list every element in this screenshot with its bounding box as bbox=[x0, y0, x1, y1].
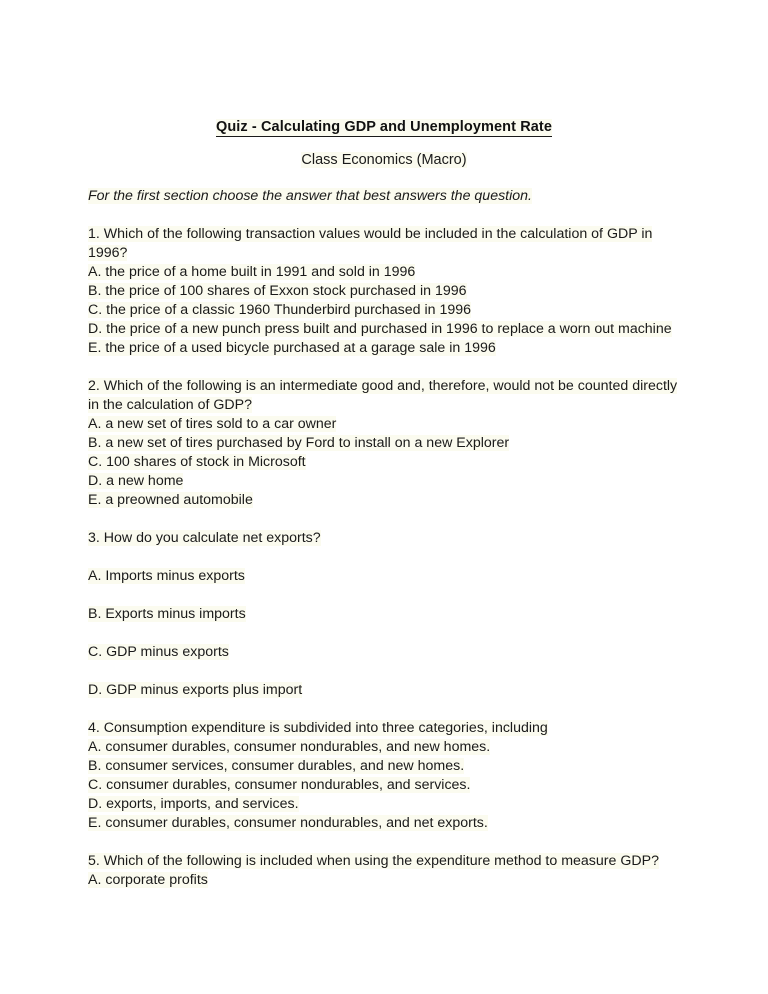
answer-option[interactable] bbox=[88, 567, 680, 586]
answer-option[interactable] bbox=[88, 472, 680, 491]
answer-option[interactable] bbox=[88, 453, 680, 472]
document-body bbox=[88, 118, 680, 890]
answer-option-text: B. the price of 100 shares of Exxon stock purchased in 1996 bbox=[88, 283, 467, 299]
question-prompt bbox=[88, 377, 680, 415]
questions-list bbox=[88, 225, 680, 890]
answer-option[interactable] bbox=[88, 282, 680, 301]
answer-option[interactable] bbox=[88, 605, 680, 624]
answer-option-text: E. the price of a used bicycle purchased at a garage sale in 1996 bbox=[88, 340, 496, 356]
question-prompt bbox=[88, 719, 680, 738]
answer-option-text: B. a new set of tires purchased by Ford to install on a new Explorer bbox=[88, 435, 510, 451]
answer-option-text: C. GDP minus exports bbox=[88, 644, 229, 660]
page-title bbox=[88, 118, 680, 137]
answer-option[interactable] bbox=[88, 681, 680, 700]
answer-option-text: D. GDP minus exports plus import bbox=[88, 682, 303, 698]
answer-option[interactable] bbox=[88, 871, 680, 890]
answer-option-text: C. consumer durables, consumer nondurables, and services. bbox=[88, 777, 471, 793]
answer-option-text: D. exports, imports, and services. bbox=[88, 796, 299, 812]
question-prompt-text: 5. Which of the following is included when using the expenditure method to measure GDP? bbox=[88, 853, 659, 869]
question-prompt-text: 4. Consumption expenditure is subdivided into three categories, including bbox=[88, 720, 548, 736]
section-instruction bbox=[88, 187, 680, 206]
answer-option-text: C. the price of a classic 1960 Thunderbird purchased in 1996 bbox=[88, 302, 472, 318]
answer-option-text: C. 100 shares of stock in Microsoft bbox=[88, 454, 306, 470]
answer-option-text: A. the price of a home built in 1991 and sold in 1996 bbox=[88, 264, 416, 280]
answer-option[interactable] bbox=[88, 491, 680, 510]
question-prompt-text: 1. Which of the following transaction values would be included in the calculation of GDP in 1996? bbox=[88, 226, 653, 261]
page-title-text: Quiz - Calculating GDP and Unemployment Rate bbox=[215, 119, 553, 135]
answer-option[interactable] bbox=[88, 339, 680, 358]
document-subtitle-text: Class Economics (Macro) bbox=[301, 152, 467, 168]
question-prompt-text: 2. Which of the following is an intermediate good and, therefore, would not be counted directly in the calculation of GDP? bbox=[88, 378, 678, 413]
answer-option[interactable] bbox=[88, 301, 680, 320]
question-block bbox=[88, 225, 680, 358]
answer-option[interactable] bbox=[88, 320, 680, 339]
answer-option[interactable] bbox=[88, 738, 680, 757]
answer-option[interactable] bbox=[88, 263, 680, 282]
answer-option[interactable] bbox=[88, 643, 680, 662]
answer-option[interactable] bbox=[88, 434, 680, 453]
answer-option[interactable] bbox=[88, 415, 680, 434]
answer-option[interactable] bbox=[88, 757, 680, 776]
answer-option[interactable] bbox=[88, 814, 680, 833]
question-block bbox=[88, 529, 680, 700]
answer-option-text: A. corporate profits bbox=[88, 872, 208, 888]
answer-option-text: A. consumer durables, consumer nondurables, and new homes. bbox=[88, 739, 491, 755]
question-block bbox=[88, 719, 680, 833]
question-block bbox=[88, 377, 680, 510]
answer-option[interactable] bbox=[88, 776, 680, 795]
question-prompt-text: 3. How do you calculate net exports? bbox=[88, 530, 321, 546]
question-prompt bbox=[88, 852, 680, 871]
answer-option[interactable] bbox=[88, 795, 680, 814]
question-block bbox=[88, 852, 680, 890]
document-subtitle bbox=[88, 151, 680, 170]
section-instruction-text: For the first section choose the answer that best answers the question. bbox=[88, 188, 532, 204]
question-prompt bbox=[88, 529, 680, 548]
answer-option-text: A. a new set of tires sold to a car owner bbox=[88, 416, 337, 432]
answer-option-text: D. the price of a new punch press built and purchased in 1996 to replace a worn out machine bbox=[88, 321, 672, 337]
answer-option-text: B. Exports minus imports bbox=[88, 606, 246, 622]
question-prompt bbox=[88, 225, 680, 263]
answer-option-text: E. a preowned automobile bbox=[88, 492, 253, 508]
answer-option-text: D. a new home bbox=[88, 473, 184, 489]
answer-option-text: A. Imports minus exports bbox=[88, 568, 245, 584]
answer-option-text: E. consumer durables, consumer nondurables, and net exports. bbox=[88, 815, 488, 831]
answer-option-text: B. consumer services, consumer durables, and new homes. bbox=[88, 758, 465, 774]
